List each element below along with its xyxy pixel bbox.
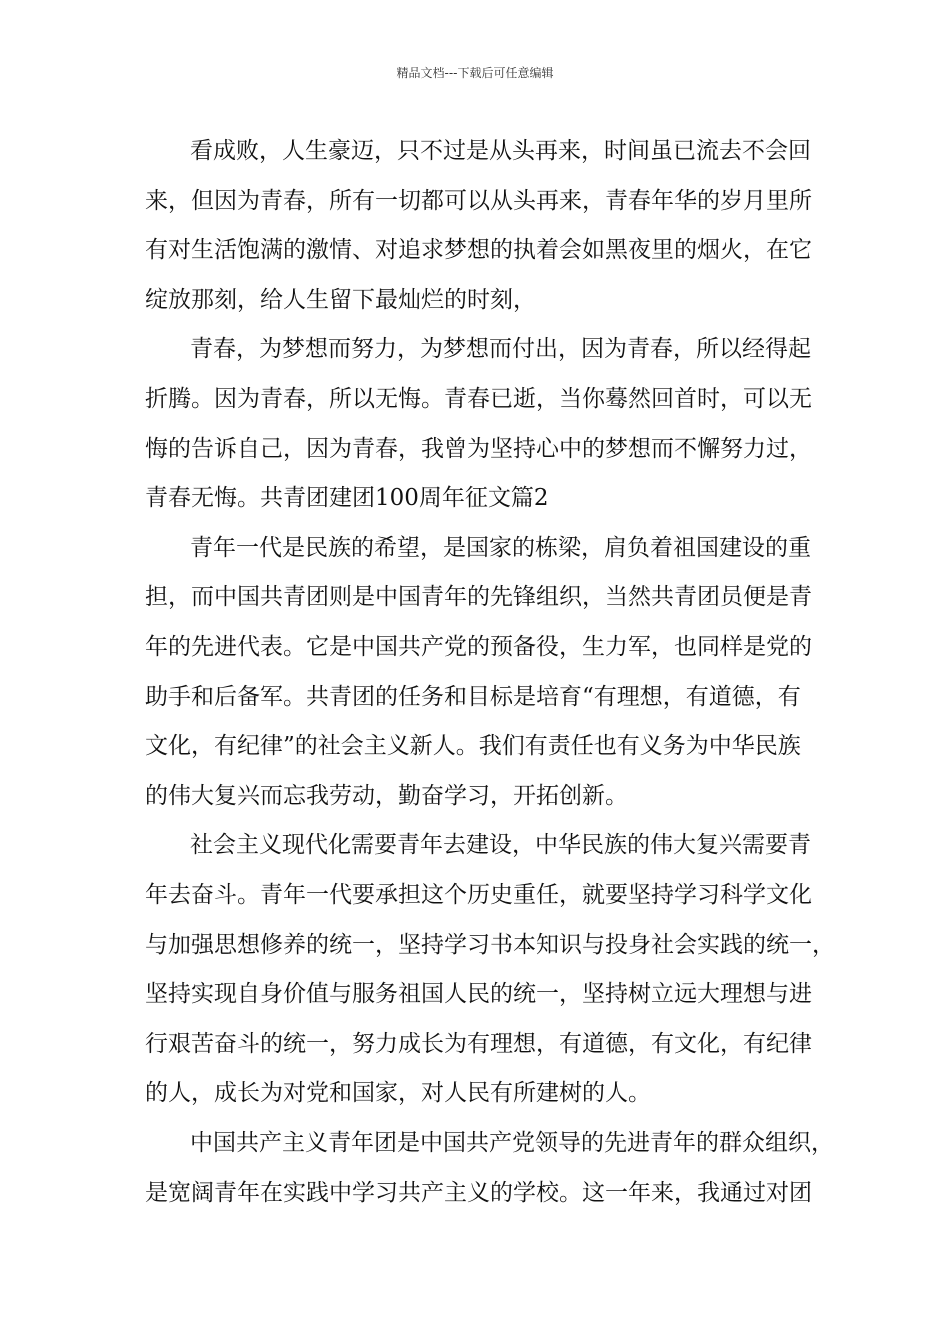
paragraph-line: 坚持实现自身价值与服务祖国人民的统一，坚持树立远大理想与进: [145, 981, 812, 1008]
page-header: 精品文档---下载后可任意编辑: [396, 66, 554, 80]
paragraph-line: 绽放那刻，给人生留下最灿烂的时刻，: [145, 286, 536, 313]
paragraph-line: 的伟大复兴而忘我劳动，勤奋学习，开拓创新。: [145, 782, 628, 809]
paragraph-first-line: 看成败，人生豪迈，只不过是从头再来，时间虽已流去不会回: [190, 138, 811, 164]
paragraph-line: 担，而中国共青团则是中国青年的先锋组织，当然共青团员便是青: [145, 584, 812, 611]
paragraph-line: 折腾。因为青春，所以无悔。青春已逝，当你蓦然回首时，可以无: [145, 386, 812, 412]
paragraph-line: 行艰苦奋斗的统一，努力成长为有理想，有道德，有文化，有纪律: [145, 1030, 812, 1057]
paragraph-line: 年的先进代表。它是中国共产党的预备役，生力军，也同样是党的: [145, 634, 812, 660]
paragraph-line: 年去奋斗。青年一代要承担这个历史重任，就要坚持学习科学文化: [145, 882, 812, 908]
paragraph-line: 有对生活饱满的激情、对追求梦想的执着会如黑夜里的烟火，在它: [145, 237, 812, 264]
paragraph-line: 的人，成长为对党和国家，对人民有所建树的人。: [145, 1080, 651, 1107]
paragraph-line: 来，但因为青春，所有一切都可以从头再来，青春年华的岁月里所: [145, 187, 812, 214]
paragraph-first-line: 青年一代是民族的希望，是国家的栋梁，肩负着祖国建设的重: [190, 534, 811, 561]
paragraph-line: 是宽阔青年在实践中学习共产主义的学校。这一年来，我通过对团: [145, 1179, 812, 1206]
paragraph-line: 与加强思想修养的统一，坚持学习书本知识与投身社会实践的统一，: [145, 931, 835, 958]
paragraph-line: 文化，有纪律”的社会主义新人。我们有责任也有义务为中华民族: [145, 733, 801, 760]
paragraph-first-line: 社会主义现代化需要青年去建设，中华民族的伟大复兴需要青: [190, 832, 811, 859]
paragraph-first-line: 青春，为梦想而努力，为梦想而付出，因为青春，所以经得起: [190, 336, 811, 363]
paragraph-line: 助手和后备军。共青团的任务和目标是培育“有理想，有道德，有: [145, 683, 801, 710]
paragraph-first-line: 中国共产主义青年团是中国共产党领导的先进青年的群众组织，: [190, 1130, 834, 1156]
paragraph-line: 青春无悔。共青团建团100周年征文篇2: [145, 485, 549, 512]
paragraph-line: 悔的告诉自己，因为青春，我曾为坚持心中的梦想而不懈努力过，: [145, 435, 812, 462]
